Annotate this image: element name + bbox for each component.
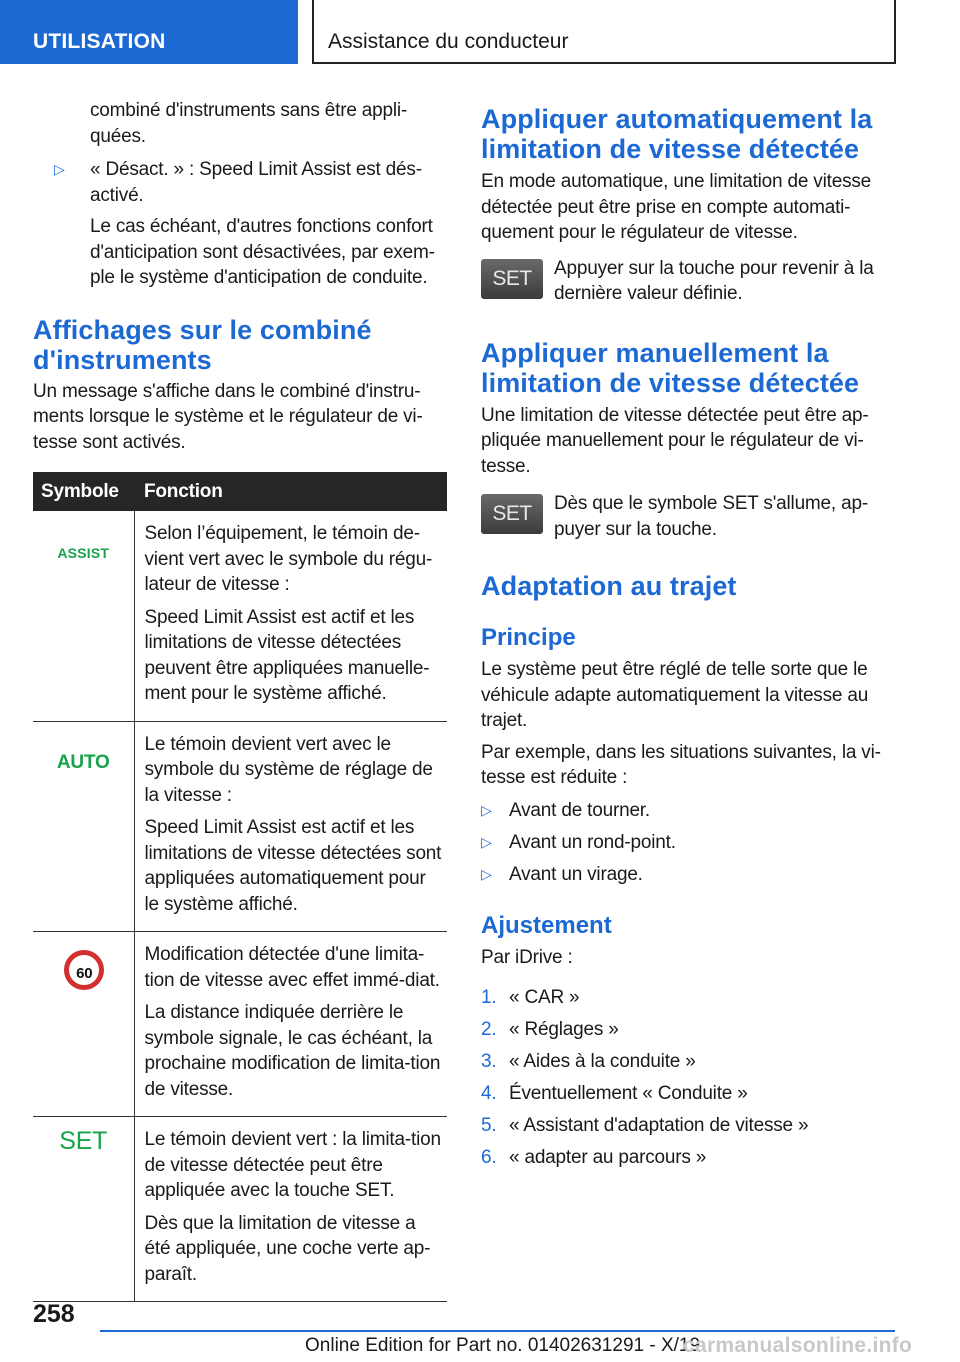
list-item: 6. « adapter au parcours » [481,1146,707,1168]
situation-list [481,798,901,888]
instruction-text: Appuyer sur la touche pour revenir à la dernière valeur définie. [554,257,874,304]
set-button-icon: SET [481,259,543,299]
footer-divider [100,1330,895,1332]
list-item: 2. « Réglages » [481,1018,619,1040]
page-header [0,0,960,66]
row-text: Speed Limit Assist est actif et les limitations de vitesse détectées sont appliquées automatiquement pour le système affiché. [144,817,442,915]
set-indicator-icon: SET [59,1127,108,1155]
row-text: Speed Limit Assist est actif et les limitations de vitesse détectées peuvent être appliquées manuelle-ment pour le système affiché. [144,606,430,704]
assist-indicator-icon: ASSIST [57,545,110,561]
table-row [33,721,447,932]
ajustement-intro: Par iDrive : [481,947,573,968]
row-text: Modification détectée d'une limita-tion de vitesse avec effet immé-diat. [144,944,440,991]
list-item: 1. « CAR » [481,986,580,1008]
display-heading: Affichages sur le combiné d'instruments [33,314,372,375]
adaptation-heading: Adaptation au trajet [481,571,737,601]
instruction-text: Dès que le symbole SET s'allume, ap-puyer sur la touche. [554,493,868,540]
list-item: ▷ Avant de tourner. [481,798,901,824]
page-number: 258 [33,1300,75,1328]
list-item: 4. Éventuellement « Conduite » [481,1082,748,1104]
manual-apply-heading: Appliquer manuellement la limitation de vitesse détectée [481,337,860,398]
chapter-title: Assistance du conducteur [328,30,569,53]
watermark: carmanualsonline.info [683,1334,913,1357]
list-item: ▷ Avant un rond-point. [481,830,901,856]
table-header-row [33,472,447,511]
right-column [481,104,901,1177]
row-text: Le témoin devient vert : la limita-tion de vitesse détectée peut être appliquée avec la touche SET. [144,1129,441,1201]
option-list [33,157,447,208]
col-symbol: Symbole [33,472,134,511]
auto-indicator-icon: AUTO [56,751,110,773]
chapter-box [312,0,896,64]
option-note: Le cas échéant, d'autres fonctions confort d'anticipation sont désactivées, par exem-ple le système d'anticipation de conduite. [90,216,435,288]
edition-text: Online Edition for Part no. 01402631291 - X/19 [305,1335,701,1356]
section-title: UTILISATION [33,30,166,53]
row-text: Dès que la limitation de vitesse a été appliquée, une coche verte ap-paraît. [144,1212,431,1285]
list-item: ▷ Avant un virage. [481,862,901,888]
ajustement-heading: Ajustement [481,912,612,939]
auto-apply-text: En mode automatique, une limitation de vitesse détectée peut être prise en compte automati-quement pour le régulateur de vitesse. [481,171,872,243]
col-function: Fonction [134,472,447,511]
list-item: ▷ « Désact. » : Speed Limit Assist est dés-activé. [33,157,447,208]
table-row [33,1117,447,1302]
table-row [33,932,447,1117]
manual-apply-text: Une limitation de vitesse détectée peut être ap-pliquée manuellement pour le régulateur de vi-tesse. [481,404,869,477]
principe-text: Le système peut être réglé de telle sorte que le véhicule adapte automatiquement la vitesse au trajet. [481,659,869,731]
left-column [33,98,447,1302]
auto-set-instruction [481,256,901,308]
auto-apply-heading: Appliquer automatiquement la limitation de vitesse détectée [481,104,873,164]
row-text: Le témoin devient vert avec le symbole du système de réglage de la vitesse : [144,733,433,806]
row-text: Selon l’équipement, le témoin de-vient vert avec le symbole du régu-lateur de vitesse : [144,523,433,595]
symbol-table [33,472,447,1302]
list-item: 3. « Aides à la conduite » [481,1050,696,1072]
set-button-icon: SET [481,494,543,534]
steps-list [481,985,901,1171]
principe-heading: Principe [481,624,576,651]
section-tab [0,0,298,64]
table-row [33,511,447,721]
display-intro: Un message s'affiche dans le combiné d'instru-ments lorsque le système et le régulateur de vi-tesse sont activés. [33,380,423,453]
continued-text: combiné d'instruments sans être appli-quées. [90,100,408,147]
principe-text: Par exemple, dans les situations suivantes, la vi-tesse est réduite : [481,741,881,788]
speed-limit-sign-icon: 60 [64,950,104,990]
row-text: La distance indiquée derrière le symbole signale, le cas échéant, la prochaine modification de limita-tion de vitesse. [144,1002,441,1100]
manual-set-instruction [481,491,901,543]
list-item: 5. « Assistant d'adaptation de vitesse » [481,1114,809,1136]
